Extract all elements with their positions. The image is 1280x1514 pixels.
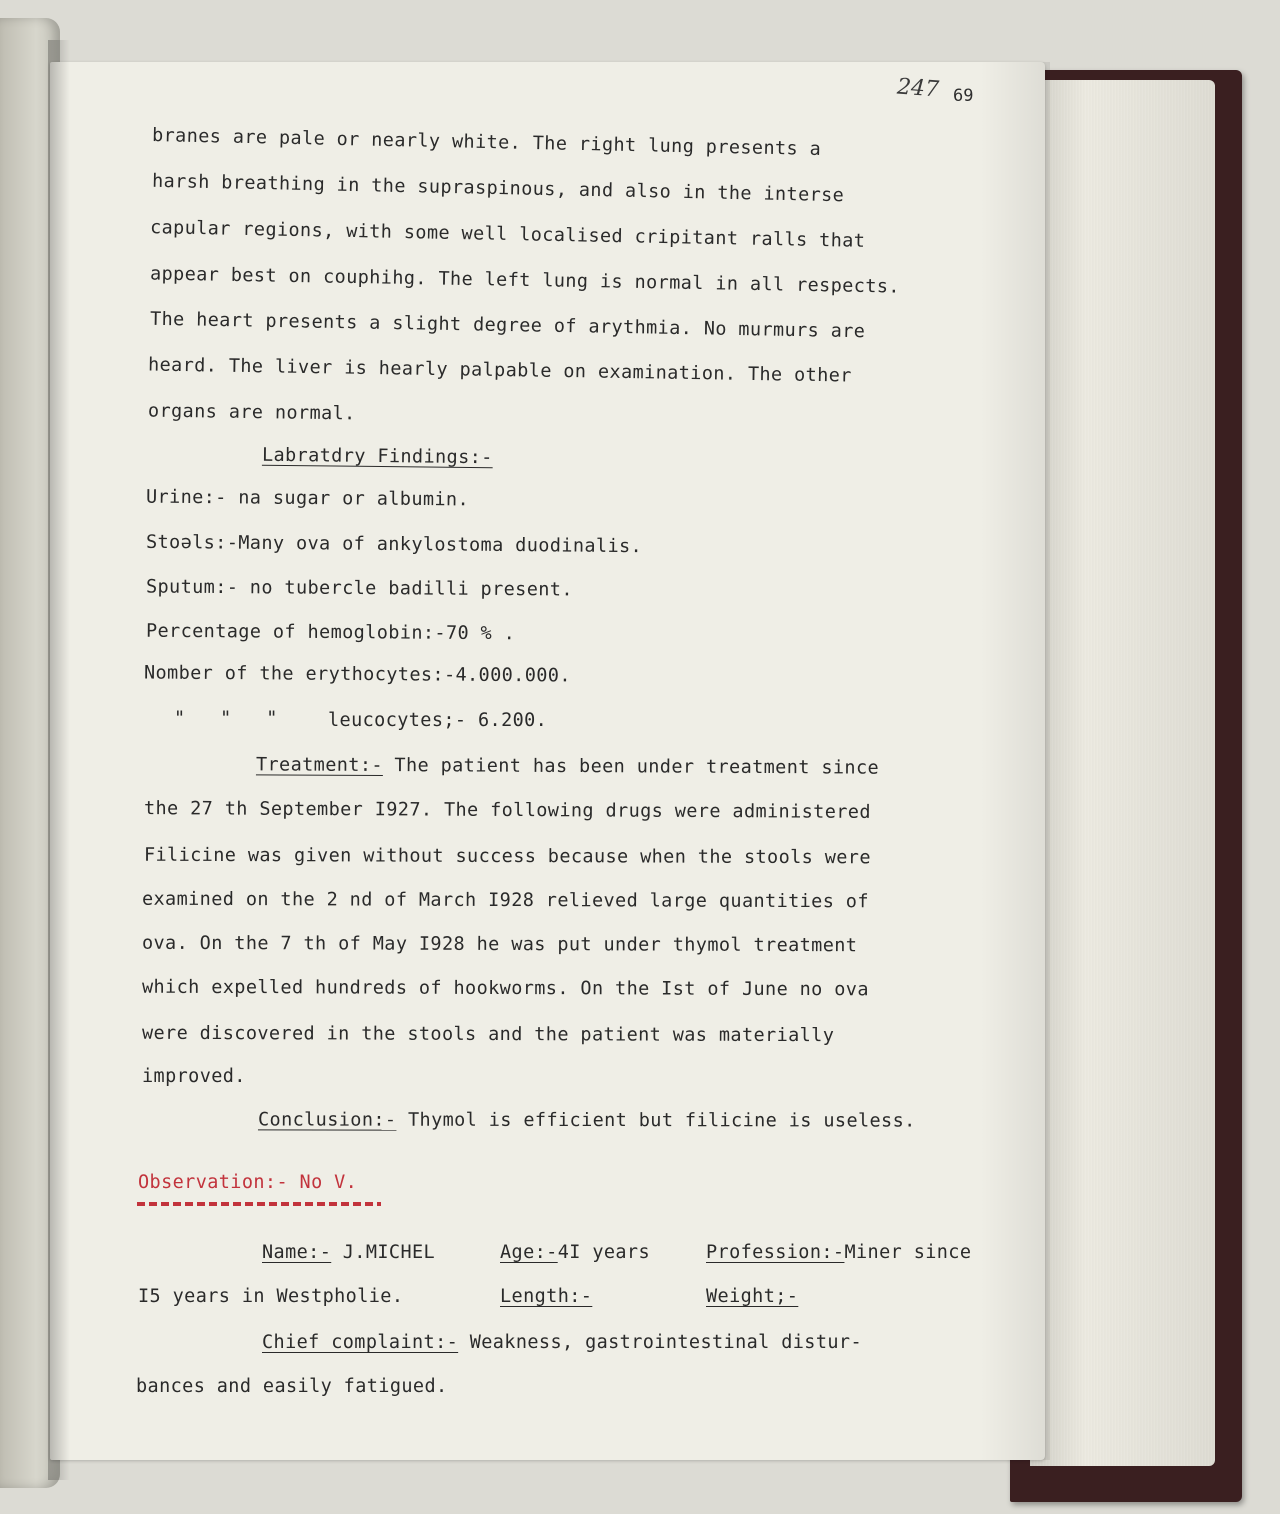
weight-label: Weight;-: [706, 1286, 799, 1307]
sputum-line: Sputum:- no tubercle badilli present.: [145, 576, 573, 601]
age-field: [500, 1242, 650, 1263]
treatment-line-3: Filicine was given without success because when the stools were: [143, 844, 871, 869]
name-label: Name:-: [262, 1242, 332, 1263]
complaint-continuation: bances and easily fatigued.: [136, 1376, 448, 1397]
profession-field: [706, 1242, 971, 1263]
text-line-3: capular regions, with some well localised cripitant ralls that: [149, 217, 866, 252]
name-value: J.MICHEL: [331, 1242, 436, 1263]
spine-shadow: [48, 40, 70, 1480]
text-line-5: The heart presents a slight degree of arythmia. No murmurs are: [149, 308, 866, 343]
text-line-4: appear best on couphihg. The left lung is normal in all respects.: [149, 263, 901, 298]
observation-heading: Observation:- No V.: [138, 1172, 358, 1193]
text-line-6: heard. The liver is hearly palpable on examination. The other: [147, 354, 852, 387]
treatment-line-4: examined on the 2 nd of March I928 relieved large quantities of: [141, 888, 869, 913]
conclusion-line: [258, 1109, 916, 1131]
page-edge-shade: [980, 62, 1050, 1460]
page-stack: [1030, 80, 1215, 1466]
text-line-2: harsh breathing in the supraspinous, and also in the interse: [151, 170, 845, 207]
patient-line-2: I5 years in Westpholie.: [138, 1286, 404, 1307]
age-label: Age:-: [500, 1242, 558, 1263]
complaint-label: Chief complaint:-: [262, 1332, 459, 1353]
age-value: 4I years: [557, 1242, 651, 1263]
treatment-line-8: improved.: [142, 1066, 246, 1087]
treatment-line-5: ova. On the 7 th of May I928 he was put under thymol treatment: [141, 932, 858, 957]
ditto-marks: " " ": [174, 708, 278, 729]
treatment-text: The patient has been under treatment since: [382, 755, 880, 779]
treatment-line-7: were discovered in the stools and the patient was materially: [141, 1022, 835, 1047]
stack-stamp: [1062, 630, 1082, 780]
conclusion-label: Conclusion:-: [257, 1109, 397, 1131]
treatment-label: Treatment:-: [255, 754, 383, 777]
page-number: 69: [953, 86, 974, 106]
complaint-text: Weakness, gastrointestinal distur-: [458, 1332, 862, 1353]
treatment-line-2: the 27 th September I927. The following drugs were administered: [143, 798, 871, 823]
observation-dashed-underline: [137, 1202, 381, 1206]
stools-line: Stoəls:-Many ova of ankylostoma duodinalis.: [145, 531, 643, 558]
profession-label: Profession:-: [706, 1242, 845, 1263]
leucocytes-line: leucocytes;- 6.200.: [328, 710, 548, 731]
treatment-line-6: which expelled hundreds of hookworms. On the Ist of June no ova: [141, 976, 869, 1001]
lab-findings-heading: Labratdry Findings:-: [261, 444, 493, 469]
complaint-line: [262, 1332, 862, 1353]
conclusion-text: Thymol is efficient but filicine is useless.: [396, 1109, 916, 1132]
urine-line: Urine:- na sugar or albumin.: [145, 486, 470, 511]
treatment-line-1: [256, 754, 879, 778]
patient-line-1: [262, 1242, 435, 1263]
handwritten-page-number: 247: [896, 74, 940, 103]
erythocytes-line: Nomber of the erythocytes:-4.000.000.: [143, 662, 571, 687]
profession-value: Miner since: [844, 1242, 972, 1263]
hemoglobin-line: Percentage of hemoglobin:-70 % .: [145, 620, 516, 645]
text-line-1: branes are pale or nearly white. The right lung presents a: [151, 124, 822, 161]
length-label: Length:-: [500, 1286, 593, 1307]
text-line-7: organs are normal.: [147, 400, 356, 425]
